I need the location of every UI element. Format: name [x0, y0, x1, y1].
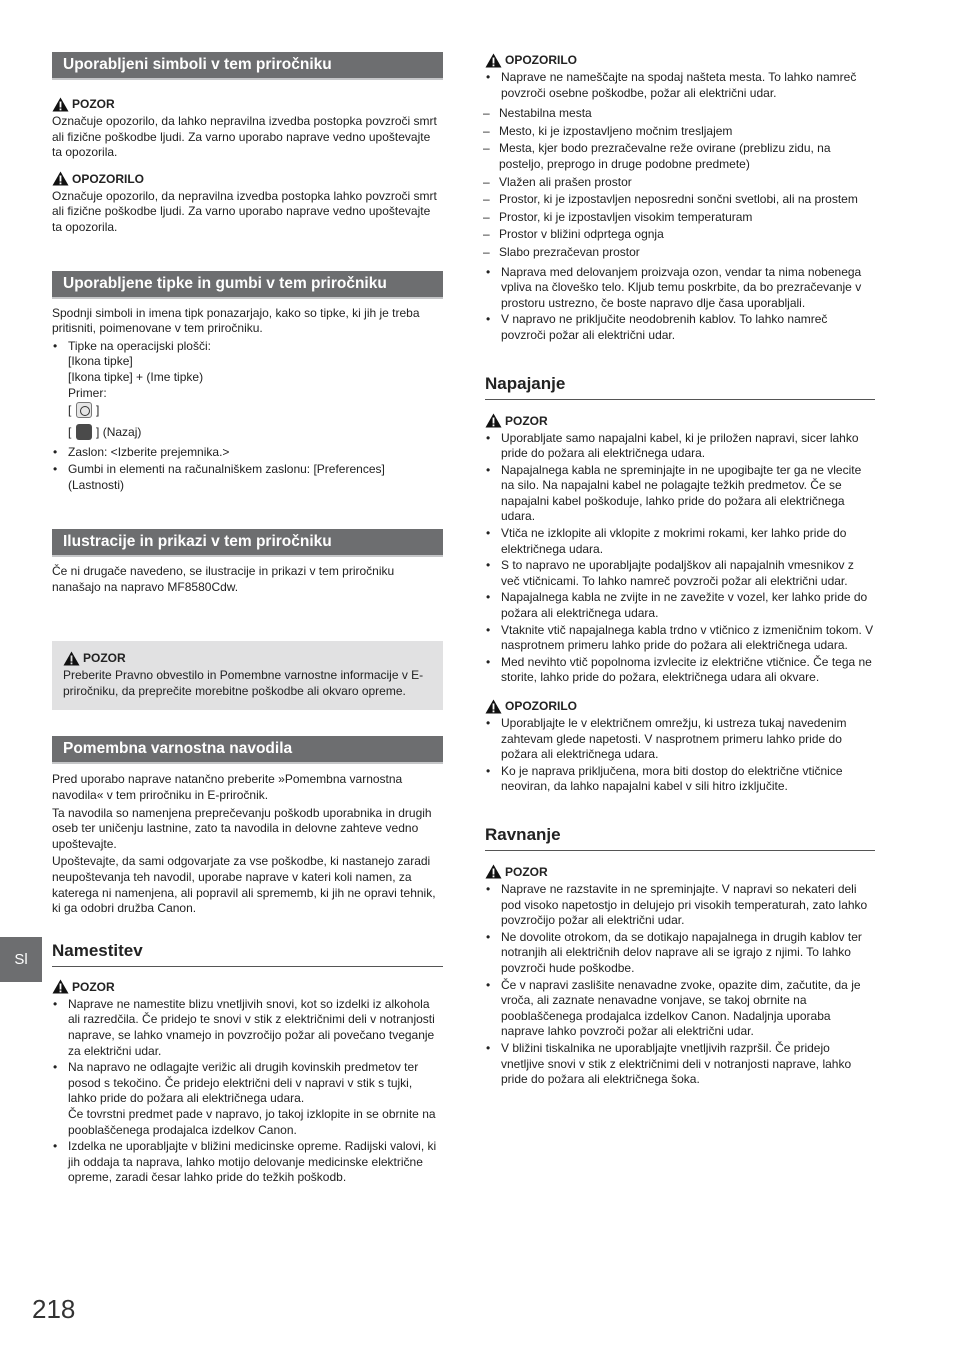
placement-warning-list	[485, 70, 875, 101]
list-item: • Izdelka ne uporabljajte v bližini medicinske opreme. Radijski valovi, ki jih oddaja ta naprava, lahko motijo delovanje medicinske električne opreme, zaradi česar lahko pride do težkih poškodb.	[52, 1139, 443, 1186]
caution-label: POZOR	[485, 864, 875, 880]
list-item: • Če v napravi zaslišite nenavadne zvoke, opazite dim, začutite, da je vroča, ali zaznate nenavadne vonjave, se takoj obrnite na pooblaščenega prodajalca izdelkov Canon. Nadaljnja uporaba naprave lahko povzroči požar ali električni udar.	[485, 978, 875, 1040]
illustrations-text: Če ni drugače navedeno, se ilustracije in prikazi v tem priročniku nanašajo na napravo MF8580Cdw.	[52, 564, 395, 594]
section-heading-safety: Pomembna varnostna navodila	[52, 736, 443, 764]
section-heading-power: Napajanje	[485, 374, 875, 400]
list-item: – Vlažen ali prašen prostor	[469, 175, 875, 191]
warning-triangle-icon	[52, 97, 69, 112]
caution-description: Označuje opozorilo, da lahko nepravilna izvedba postopka povzroči smrt ali fizične poškodbe ljudi. Za varno uporabo naprave vedno upoštevajte ta opozorila.	[52, 114, 437, 160]
safety-paragraph: Pred uporabo naprave natančno preberite »Pomembna varnostna navodila« v tem priročniku in E-priročnik.	[52, 772, 403, 803]
safety-paragraph: Ta navodila so namenjena preprečevanju poškodb uporabnika in drugih oseb ter uničenju lastnine, zato ta navodila in delovne zahteve vedno upoštevajte.	[52, 805, 432, 851]
keys-intro: Spodnji simboli in imena tipk ponazarjajo, kako so tipke, ki jih je treba pritisniti, poimenovane v tem priročniku.	[52, 305, 420, 336]
warning-triangle-icon	[52, 171, 69, 186]
list-item: • V bližini tiskalnika ne uporabljajte vnetljivih razpršil. Če pridejo vnetljive snovi v stik z električnimi deli v notranjosti naprave, lahko pride do požara ali električnega šoka.	[485, 1041, 875, 1088]
warning-triangle-icon	[485, 864, 502, 879]
warning-triangle-icon	[52, 979, 69, 994]
power-caution-list	[485, 431, 875, 687]
list-item: • Tipke na operacijski plošči: [Ikona tipke] [Ikona tipke] + (Ime tipke) Primer: [ ] [ ] (Nazaj)	[52, 339, 443, 441]
install-list	[52, 997, 443, 1186]
section-heading-symbols: Uporabljeni simboli v tem priročniku	[52, 52, 443, 80]
caution-label: POZOR	[52, 979, 443, 995]
warning-label: OPOZORILO	[485, 52, 875, 68]
right-column	[485, 52, 875, 1089]
list-item: – Mesto, ki je izpostavljeno močnim tresljajem	[469, 124, 875, 140]
caution-label: POZOR	[63, 650, 432, 666]
list-item: • Na napravo ne odlagajte verižic ali drugih kovinskih predmetov ter posod s tekočino. Če pridejo električni deli v napravi v stik s tujki, lahko pride do požara ali električnega udara. Če tovrstni predmet pade v napravo, jo takoj izklopite in se obrnite na pooblaščenega prodajalca izdelkov Canon.	[52, 1060, 443, 1138]
home-key-icon	[76, 402, 92, 418]
list-item: – Prostor, ki je izpostavljen visokim temperaturam	[469, 210, 875, 226]
list-item: – Mesta, kjer bodo prezračevalne reže ovirane (preblizu zidu, na posteljo, preprogo in druge podobne predmete)	[469, 141, 875, 172]
example-back-key: [ ] (Nazaj)	[68, 424, 142, 439]
warning-triangle-icon	[485, 413, 502, 428]
list-item: – Nestabilna mesta	[469, 106, 875, 122]
list-item: • Naprava med delovanjem proizvaja ozon, vendar ta nima nobenega vpliva na človeško telo. Kljub temu poskrbite, da bo prezračevanje v prostoru ustrezno, če boste napravo dlje časa uporabljali.	[485, 265, 875, 312]
placement-warning-list-cont	[485, 265, 875, 344]
list-item: • S to napravo ne uporabljajte podaljškov ali napajalnih vmesnikov z več vtičnicami. To lahko namreč povzroči požar ali električni udar.	[485, 558, 875, 589]
warning-description: Označuje opozorilo, da nepravilna izvedba postopka lahko povzroči smrt ali fizične poškodbe ljudi. Za varno uporabo naprave vedno upoštevajte ta opozorila.	[52, 188, 437, 234]
example-home-key: [ ]	[68, 403, 100, 418]
list-item: • Vtiča ne izklopite ali vklopite z mokrimi rokami, ker lahko pride do električnega udara.	[485, 526, 875, 557]
warning-label: OPOZORILO	[52, 171, 443, 187]
keys-list	[52, 339, 443, 493]
caution-label: POZOR	[485, 413, 875, 429]
left-column	[52, 52, 443, 1187]
list-item: • Uporabljajte le v električnem omrežju, ki ustreza tukaj navedenim zahtevam glede napetosti. V nasprotnem primeru lahko pride do požara ali električnega udara.	[485, 716, 875, 763]
caution-note-box	[52, 641, 443, 710]
warning-triangle-icon	[63, 651, 80, 666]
section-heading-install: Namestitev	[52, 941, 443, 967]
language-tab: Sl	[0, 937, 42, 982]
list-item: • Vtaknite vtič napajalnega kabla trdno v vtičnico z izmeničnim tokom. V nasprotnem primeru lahko pride do požara ali električnega udara.	[485, 623, 875, 654]
warning-label: OPOZORILO	[485, 698, 875, 714]
safety-paragraph: Upoštevajte, da sami odgovarjate za vse poškodbe, ki nastanejo zaradi neupoštevanja teh navodil, uporabe naprave v kateri koli namen, za katerega ni namenjena, ali popravil ali sprememb, ki jih ne opravi tehnik, ki ga odobri družba Canon.	[52, 854, 436, 916]
list-item: • Gumbi in elementi na računalniškem zaslonu: [Preferences] (Lastnosti)	[52, 462, 443, 493]
list-item: • V napravo ne priključite neodobrenih kablov. To lahko namreč povzroči požar ali električni udar.	[485, 312, 875, 343]
warning-triangle-icon	[485, 699, 502, 714]
back-key-icon	[76, 424, 92, 440]
power-warning-list	[485, 716, 875, 795]
list-item: • Naprave ne razstavite in ne spreminjajte. V napravi so nekateri deli pod visoko napetostjo in delujejo pri visokih temperaturah, zato lahko povzročijo požar ali električni udar.	[485, 882, 875, 929]
list-item: • Uporabljate samo napajalni kabel, ki je priložen napravi, sicer lahko pride do požara ali električnega udara.	[485, 431, 875, 462]
section-heading-illustrations: Ilustracije in prikazi v tem priročniku	[52, 529, 443, 557]
list-item: – Prostor, ki je izpostavljen neposredni sončni svetlobi, ali na prostem	[469, 192, 875, 208]
list-item: • Ne dovolite otrokom, da se dotikajo napajalnega in drugih kablov ter notranjih ali električnih delov naprave ali se igrajo z njimi. To lahko povzroči hude poškodbe.	[485, 930, 875, 977]
section-heading-keys: Uporabljene tipke in gumbi v tem priročniku	[52, 271, 443, 299]
section-heading-handling: Ravnanje	[485, 825, 875, 851]
page-number: 218	[32, 1294, 76, 1324]
places-list	[469, 106, 875, 260]
list-item: • Med nevihto vtič popolnoma izvlecite iz električne vtičnice. Če tega ne storite, lahko pride do požara, električnega udara ali okvare.	[485, 655, 875, 686]
caution-label: POZOR	[52, 96, 443, 112]
list-item: • Zaslon: <Izberite prejemnika.>	[52, 445, 443, 461]
list-item: – Slabo prezračevan prostor	[469, 245, 875, 261]
list-item: • Napajalnega kabla ne zvijte in ne zavežite v vozel, ker lahko pride do požara ali električnega udara.	[485, 590, 875, 621]
list-item: • Naprave ne namestite blizu vnetljivih snovi, kot so izdelki iz alkohola ali razredčila. Če pridejo te snovi v stik z električnimi deli v notranjosti naprave, se lahko vnamejo in povzročijo požar ali povečano tveganje za električni udar.	[52, 997, 443, 1059]
list-item: – Prostor v bližini odprtega ognja	[469, 227, 875, 243]
warning-triangle-icon	[485, 53, 502, 68]
note-text: Preberite Pravno obvestilo in Pomembne varnostne informacije v E-priročniku, da preprečite morebitne poškodbe ali okvaro opreme.	[63, 668, 424, 698]
handling-caution-list	[485, 882, 875, 1088]
list-item: • Ko je naprava priključena, mora biti dostop do električne vtičnice neoviran, da lahko napajalni kabel v sili hitro izključite.	[485, 764, 875, 795]
list-item: • Napajalnega kabla ne spreminjajte in ne upogibajte ter ga ne vlecite na silo. Na napajalni kabel ne polagajte težkih predmetov. Če se napajalni kabel poškoduje, lahko pride do požara ali električnega udara.	[485, 463, 875, 525]
list-item: • Naprave ne nameščajte na spodaj našteta mesta. To lahko namreč povzroči osebne poškodbe, požar ali električni udar.	[485, 70, 875, 101]
